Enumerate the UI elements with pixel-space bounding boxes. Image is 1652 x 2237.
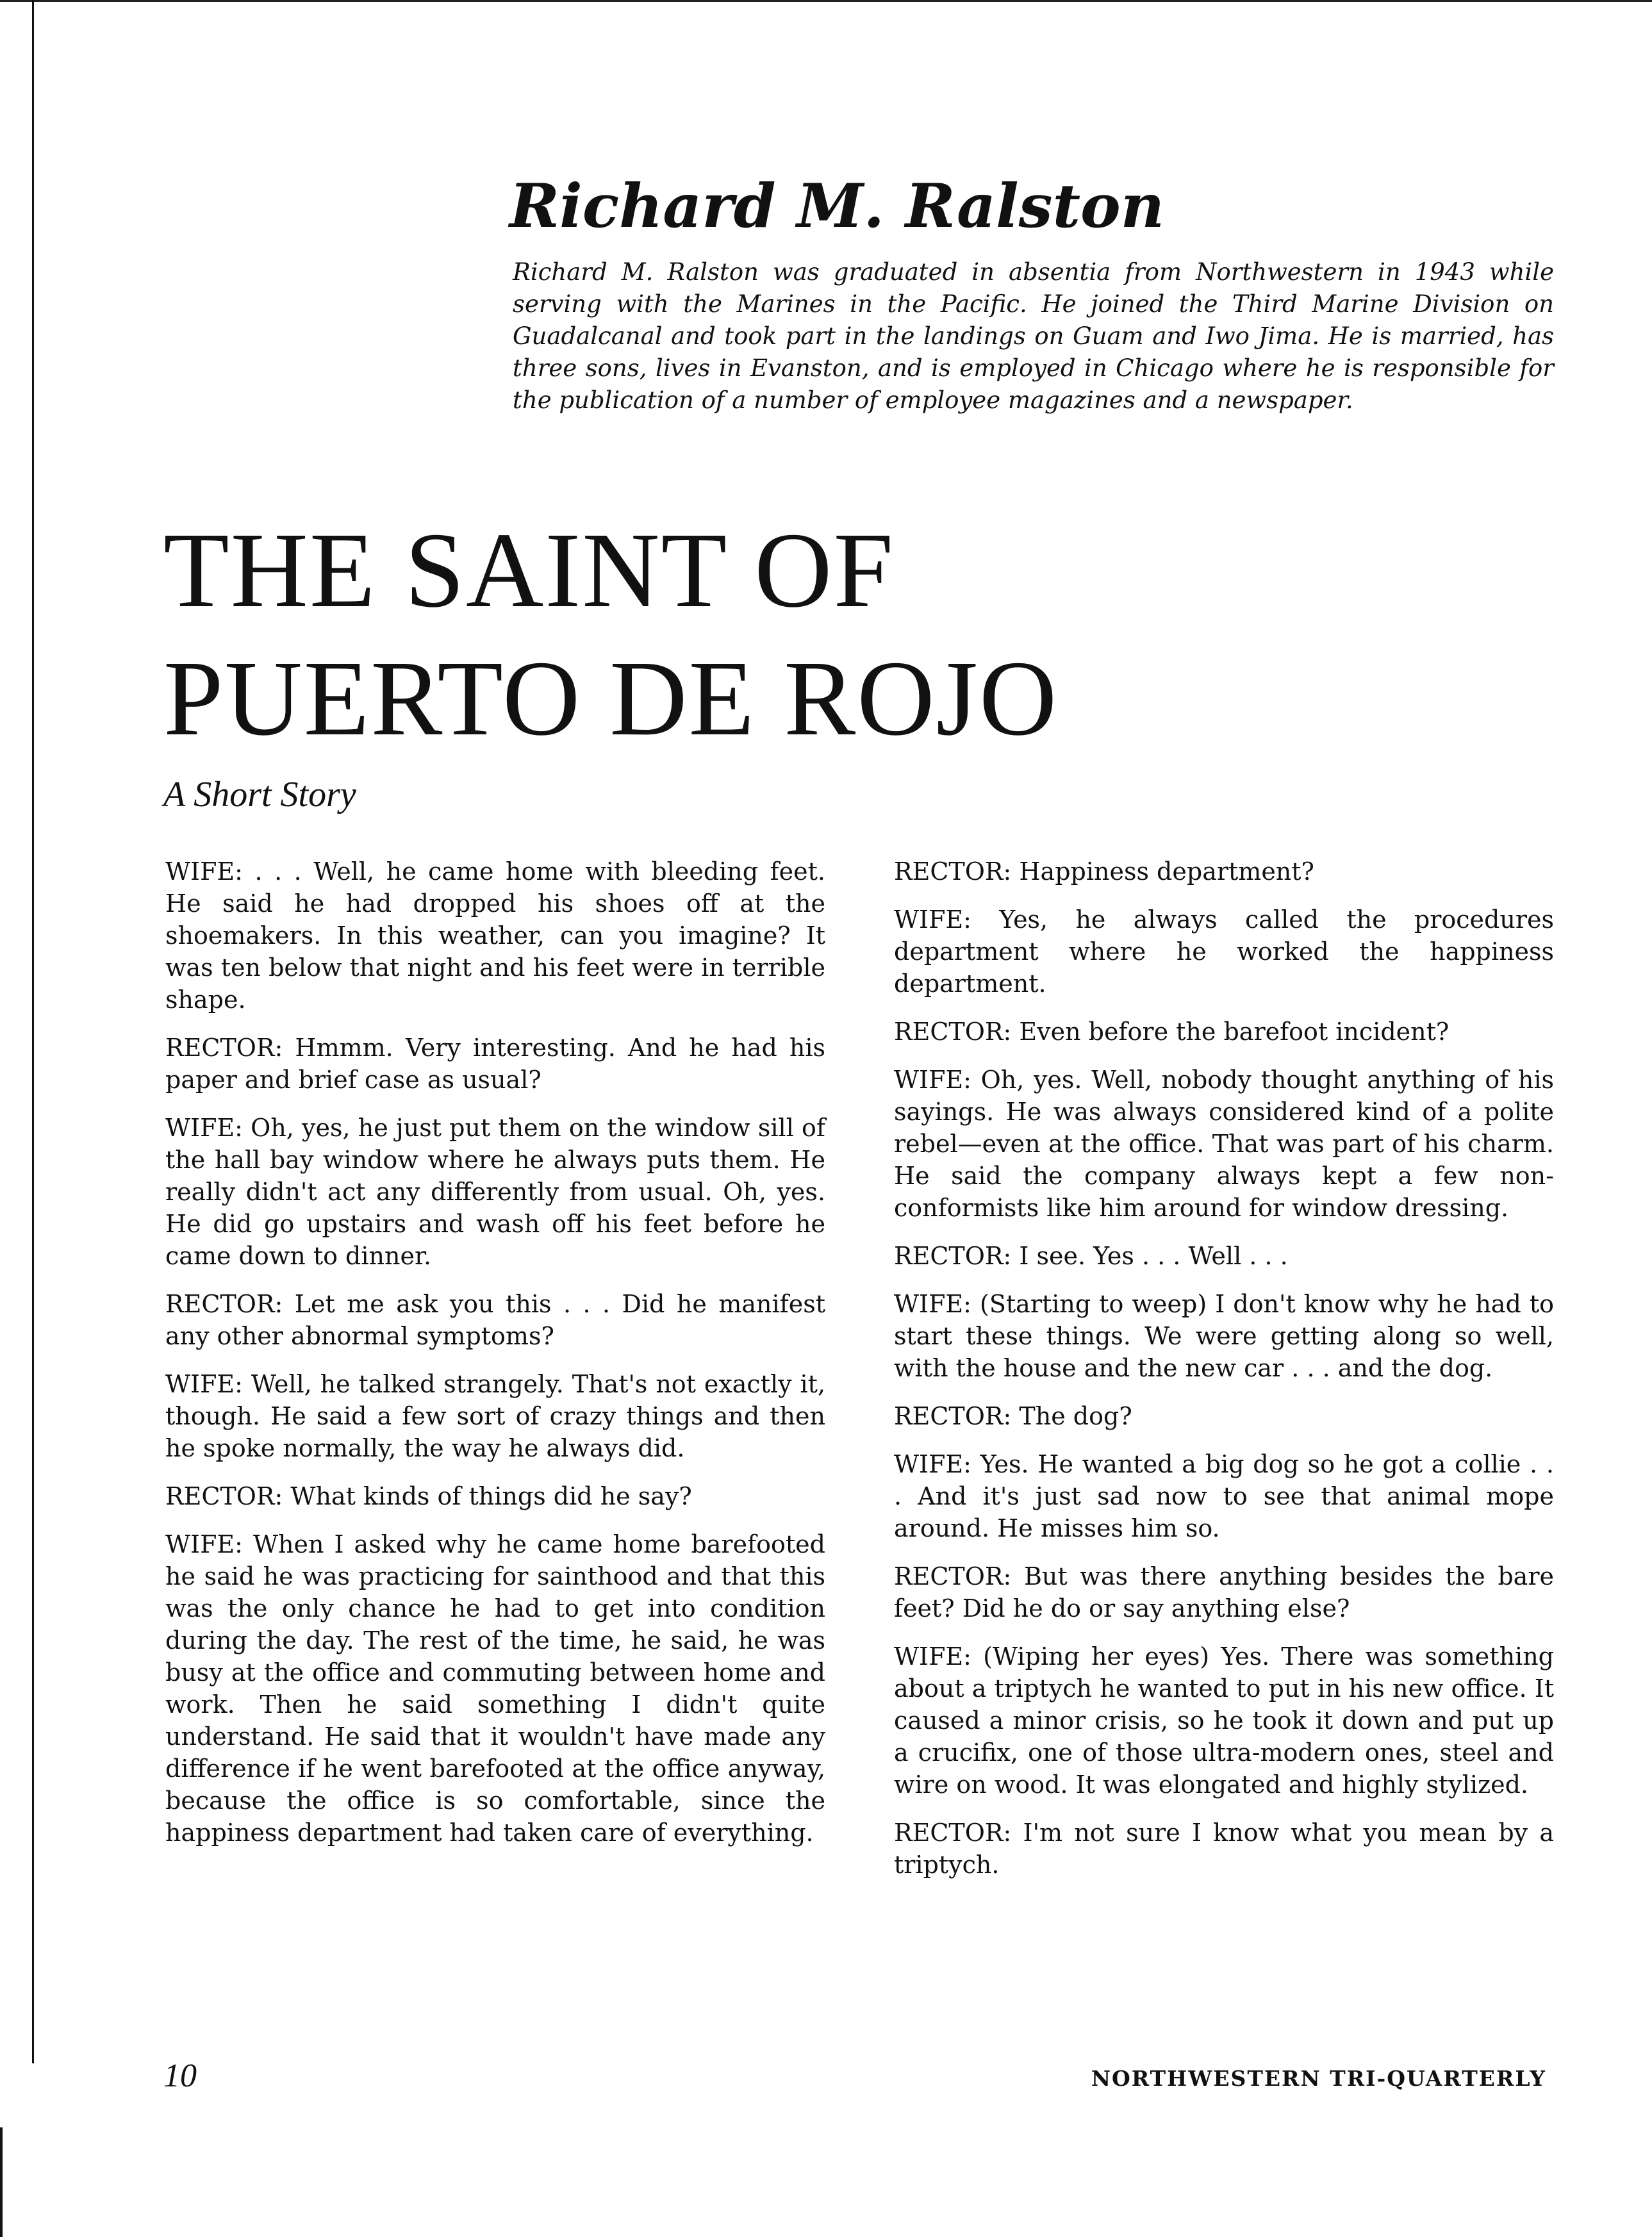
dialogue-paragraph: WIFE: Yes, he always called the procedures department where he worked the happiness department.	[894, 905, 1554, 998]
dialogue-paragraph: RECTOR: Hmmm. Very interesting. And he had his paper and brief case as usual?	[165, 1034, 825, 1094]
dialogue-paragraph: RECTOR: Let me ask you this . . . Did he manifest any other abnormal symptoms?	[165, 1290, 825, 1350]
story-subtitle: A Short Story	[163, 775, 356, 814]
left-border-line	[32, 0, 34, 2063]
dialogue-paragraph: RECTOR: What kinds of things did he say?	[165, 1482, 692, 1510]
right-text-column	[894, 855, 1554, 1897]
author-name: Richard M. Ralston	[509, 171, 1165, 242]
top-border-line	[0, 0, 1652, 2]
dialogue-paragraph: RECTOR: I'm not sure I know what you mean by a triptych.	[894, 1819, 1554, 1879]
dialogue-paragraph: WIFE: . . . Well, he came home with bleeding feet. He said he had dropped his shoes off at the shoemakers. In this weather, can you imagine? It was ten below that night and his feet were in terrible shape.	[165, 857, 825, 1014]
dialogue-paragraph: RECTOR: Happiness department?	[894, 857, 1314, 886]
dialogue-paragraph: RECTOR: Even before the barefoot incident?	[894, 1018, 1450, 1046]
dialogue-paragraph: WIFE: (Wiping her eyes) Yes. There was something about a triptych he wanted to put in his new office. It caused a minor crisis, so he took it down and put up a crucifix, one of those ultra-modern ones, steel and wire on wood. It was elongated and highly stylized.	[894, 1642, 1554, 1799]
journal-name: NORTHWESTERN TRI-QUARTERLY	[1091, 2066, 1546, 2091]
dialogue-paragraph: RECTOR: But was there anything besides the bare feet? Did he do or say anything else?	[894, 1562, 1554, 1622]
story-title-line-2: PUERTO DE ROJO	[163, 639, 1059, 758]
dialogue-paragraph: RECTOR: I see. Yes . . . Well . . .	[894, 1242, 1288, 1270]
author-bio: Richard M. Ralston was graduated in absentia from Northwestern in 1943 while serving with the Marines in the Pacific. He joined the Third Marine Division on Guadalcanal and took part in the landings on Guam and Iwo Jima. He is married, has three sons, lives in Evanston, and is employed in Chicago where he is responsible for the publication of a number of employee magazines and a newspaper.	[513, 258, 1554, 414]
story-title-line-1: THE SAINT OF	[163, 511, 895, 630]
dialogue-paragraph: WIFE: Oh, yes. Well, nobody thought anything of his sayings. He was always considered kind of a polite rebel—even at the office. That was part of his charm. He said the company always kept a few non-conformists like him around for window dressing.	[894, 1066, 1554, 1222]
dialogue-paragraph: WIFE: Oh, yes, he just put them on the window sill of the hall bay window where he always puts them. He really didn't act any differently from usual. Oh, yes. He did go upstairs and wash off his feet before he came down to dinner.	[165, 1114, 825, 1270]
dialogue-paragraph: WIFE: Well, he talked strangely. That's not exactly it, though. He said a few sort of crazy things and then he spoke normally, the way he always did.	[165, 1370, 825, 1462]
story-title	[163, 506, 1058, 763]
dialogue-paragraph: WIFE: (Starting to weep) I don't know why he had to start these things. We were getting along so well, with the house and the new car . . . and the dog.	[894, 1290, 1554, 1382]
dialogue-paragraph: WIFE: When I asked why he came home barefooted he said he was practicing for sainthood and that this was the only chance he had to get into condition during the day. The rest of the time, he said, he was busy at the office and commuting between home and work. Then he said something I didn't quite understand. He said that it wouldn't have made any difference if he went barefooted at the office anyway, because the office is so comfortable, since the happiness department had taken care of everything.	[165, 1530, 825, 1847]
dialogue-paragraph: RECTOR: The dog?	[894, 1402, 1132, 1430]
dialogue-paragraph: WIFE: Yes. He wanted a big dog so he got a collie . . . And it's just sad now to see that animal mope around. He misses him so.	[894, 1450, 1554, 1542]
left-text-column	[165, 855, 825, 1865]
page-number: 10	[163, 2058, 197, 2094]
left-edge-mark	[0, 2127, 3, 2237]
